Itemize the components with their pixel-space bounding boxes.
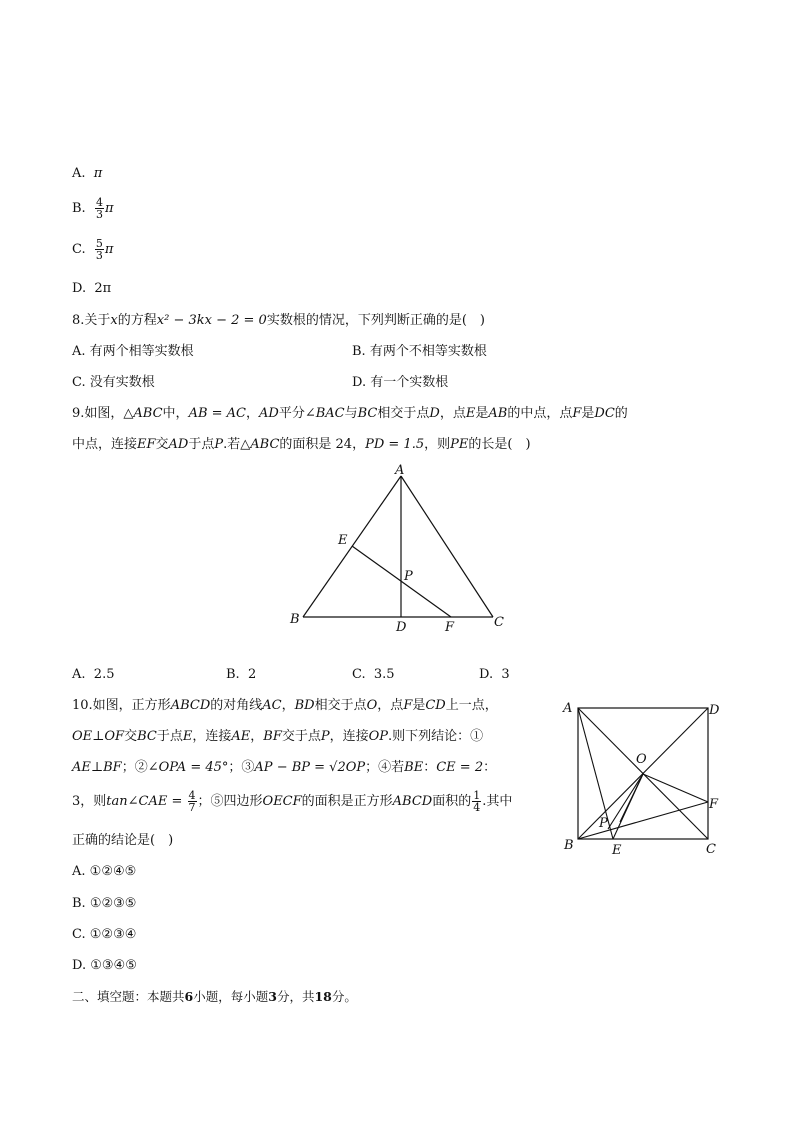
q10-label-a: A <box>563 701 573 716</box>
q7-option-a-value: π <box>93 166 103 181</box>
q7-option-c: C. $\frac{5}{3}$ π <box>72 237 114 262</box>
q8-option-d: D. 有一个实数根 <box>352 375 449 390</box>
q10-segment-of <box>643 774 708 802</box>
q10-label-c: C <box>706 842 716 857</box>
q10-stem-line1: 10.如图，正方形ABCD的对角线AC，BD相交于点O，点F是CD上一点， <box>72 698 498 713</box>
q10-stem-line3: AE⊥BF；②∠OPA = 45°；③AP − BP = √2OP；④若BE：CE = 2： <box>72 760 497 775</box>
q10-stem-line5: 正确的结论是( ) <box>72 833 174 848</box>
q10-square-figure <box>558 698 728 858</box>
q8-option-a: A. 有两个相等实数根 <box>72 344 194 359</box>
q9-side-ac <box>401 476 493 617</box>
q9-label-d: D <box>396 620 407 635</box>
q10-label-f: F <box>709 797 719 812</box>
q10-option-c: C. ①②③④ <box>72 927 137 942</box>
q9-stem-line2: 中点，连接EF交AD于点P.若△ABC的面积是 24，PD = 1.5，则PE的长是( ) <box>72 437 531 452</box>
q9-label-e: E <box>338 533 348 548</box>
q9-option-b: B. 2 <box>226 667 257 682</box>
q10-option-a: A. ①②④⑤ <box>72 864 137 879</box>
q9-label-f: F <box>445 620 455 635</box>
q10-label-p: P <box>599 816 608 831</box>
q9-label-a: A <box>395 463 405 478</box>
q9-label-c: C <box>494 615 504 630</box>
q9-stem-line1: 9.如图，△ABC中，AB = AC，AD平分∠BAC与BC相交于点D，点E是AB的中点，点F是DC的 <box>72 406 628 421</box>
q9-label-p: P <box>404 569 413 584</box>
q10-label-e: E <box>612 843 622 858</box>
q10-option-d: D. ①③④⑤ <box>72 958 137 973</box>
q10-segment-ae <box>578 708 613 839</box>
q9-option-c: C. 3.5 <box>352 667 395 682</box>
q8-option-c: C. 没有实数根 <box>72 375 155 390</box>
q10-stem-line4: 3，则tan∠CAE = $\frac{4}{7}$ ；⑤四边形OECF的面积是正方形ABCD面积的 $\frac{1}{4}$ .其中 <box>72 789 513 814</box>
q9-label-b: B <box>290 612 300 627</box>
q10-label-d: D <box>709 703 720 718</box>
q7-option-d: D. 2π <box>72 281 112 296</box>
q10-label-o: O <box>636 752 647 767</box>
q8-stem: 8.关于x的方程x² − 3kx − 2 = 0实数根的情况，下列判断正确的是( ) <box>72 313 485 328</box>
q7-option-c-fraction: $\frac{5}{3}$ <box>95 237 103 262</box>
q10-tan-fraction: $\frac{4}{7}$ <box>188 789 196 814</box>
q10-quarter-fraction: $\frac{1}{4}$ <box>473 789 481 814</box>
q10-option-b: B. ①②③⑤ <box>72 896 137 911</box>
q10-stem-line2: OE⊥OF交BC于点E，连接AE，BF交于点P，连接OP.则下列结论：① <box>72 729 484 744</box>
q7-option-b: B. $\frac{4}{3}$ π <box>72 196 114 221</box>
q7-option-b-fraction: $\frac{4}{3}$ <box>95 196 103 221</box>
q10-label-b: B <box>564 838 574 853</box>
q10-segment-op <box>608 774 643 829</box>
q9-option-d: D. 3 <box>479 667 510 682</box>
q7-option-a: A. π <box>72 166 103 181</box>
q8-option-b: B. 有两个不相等实数根 <box>352 344 487 359</box>
section2-heading: 二、填空题：本题共6小题，每小题3分，共18分。 <box>72 989 357 1004</box>
q10-segment-bf <box>578 802 708 839</box>
q10-segment-oe-inner <box>620 774 643 822</box>
q9-triangle-figure <box>285 460 515 640</box>
q9-option-a: A. 2.5 <box>72 667 115 682</box>
